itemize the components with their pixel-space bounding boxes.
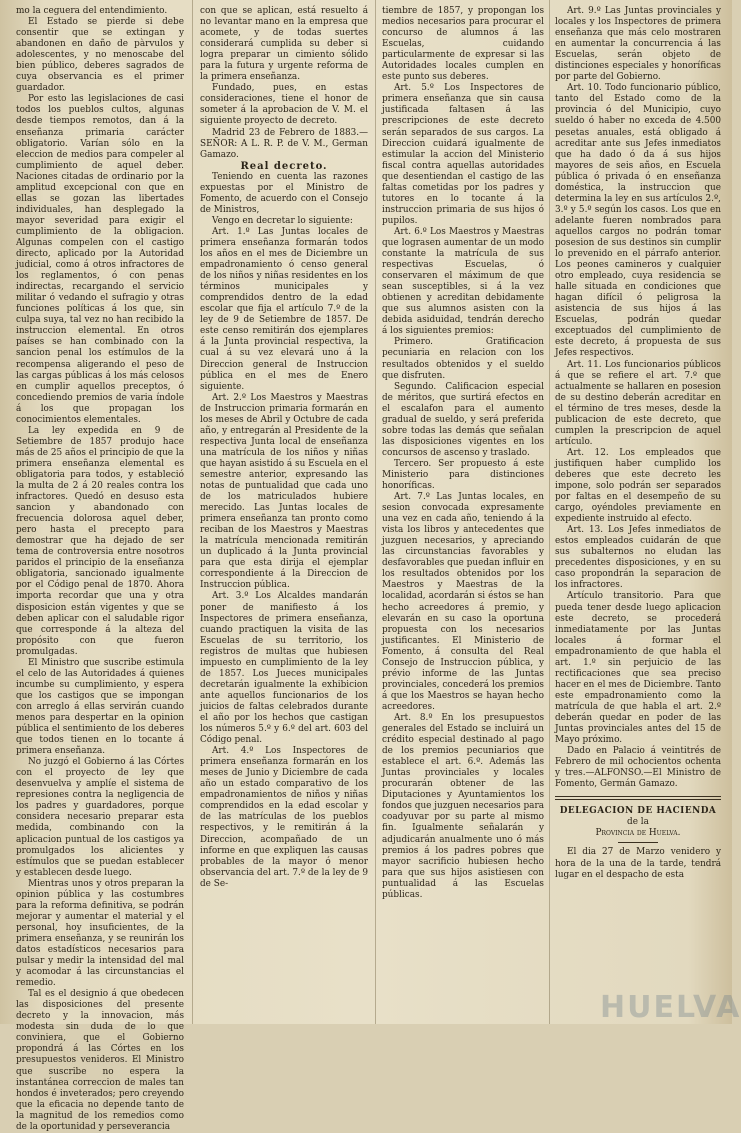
column-2 [200, 6, 368, 1020]
paragraph: Tercero. Ser propuesto á este Ministerio para distinciones honoríficas. [382, 458, 544, 492]
article-paragraph: Art. 6.º Los Maestros y Maestras que lograsen aumentar de un modo constante la matrícula de sus respectivas Escuelas, ó conservaren el máximum de que sean susceptibles, si á la vez obtienen y acreditan debidamente que sus alumnos asisten con la debida asiduidad, tendrán derecho á los siguientes premios: [382, 226, 544, 337]
paragraph: El Ministro que suscribe estimula el celo de las Autoridades á quienes incumbe su cumplimiento, y espera que los castigos que se impongan con arreglo á ellas servirán cuando menos para despertar en la opinion pública el sentimiento de los deberes que todos tienen en lo tocante á primera enseñanza. [16, 657, 184, 757]
section-divider [555, 796, 721, 800]
paragraph: La ley expedida en 9 de Setiembre de 1857 produjo hace más de 25 años el principio de que la primera enseñanza elemental es obligatoria para todos, y estableció la multa de 2 á 20 reales contra los infractores. Quedó en desuso esta sancion y abandonado con frecuencia dolorosa aquel deber, pero hasta el precepto para demostrar que ha dejado de ser tema de controversia entre nosotros paridos el principio de la enseñanza obligatoria, sancionado igualmente por el Código penal de 1870. Ahora importa recordar que una y otra disposicion están vigentes y que se deben aplicar con el saludable rigor que corresponde á la alteza del propósito con que fueron promulgadas. [16, 425, 184, 657]
article-paragraph: Art. 13. Los Jefes inmediatos de estos empleados cuidarán de que sus subalternos no eludan las precedentes disposiciones, y en su caso propondrán la separacion de los infractores. [555, 525, 721, 591]
section-heading: Real decreto. [240, 160, 328, 172]
article-paragraph: Art. 9.º Las Juntas provinciales y locales y los Inspectores de primera enseñanza que más celo mostraren en aumentar la concurrencia á las Escuelas, serán objeto de distinciones especiales y honoríficas por parte del Gobierno. [555, 6, 721, 83]
paragraph: Fundado, pues, en estas consideraciones, tiene el honor de someter á la aprobacion de V. M. el siguiente proyecto de decreto. [200, 83, 368, 127]
notice-subtitle: Provincia de Huelva. [595, 828, 681, 839]
column-1 [16, 6, 184, 1132]
article-paragraph: Art. 4.º Los Inspectores de primera enseñanza formarán en los meses de Junio y Diciembre de cada año un estado comparativo de los empadronamientos de niños y niñas comprendidos en la edad escolar y de las matrículas de los pueblos respectivos, y le remitirán á la Direccion, acompañado de un informe en que expliquen las causas probables de la mayor ó menor observancia del art. 7.º de la ley de 9 de Se- [200, 746, 368, 889]
paragraph: El Estado se pierde si debe consentir que se extingan y abandonen en daño de pàrvulos y adolescentes, y no menoscabe del bien público, deberes sagrados de cuya observancia es el primer guardador. [16, 17, 184, 94]
article-paragraph: Art. 2.º Los Maestros y Maestras de Instruccion primaria formarán en los meses de Abril y Octubre de cada año, y entregarán al Presidente de la respectiva Junta local de enseñanza una matrícula de los niños y niñas que hayan asistido á su Escuela en el semestre anterior, expresando las notas de puntualidad que cada uno de los matriculados hubiere merecido. Las Juntas locales de primera enseñanza tan pronto como reciban de los Maestros y Maestras la matrícula mencionada remitirán un duplicado á la Junta provincial para que esta dirija el ejemplar correspondiente á la Direccion de Instruccion pública. [200, 392, 368, 591]
paragraph: mo la ceguera del entendimiento. [16, 6, 168, 16]
notice-title: DELEGACION DE HACIENDA [559, 806, 717, 817]
column-rule [549, 0, 550, 1024]
paragraph: Primero. Gratificacion pecuniaria en relacion con los resultados obtenidos y el sueldo que disfruten. [382, 337, 544, 381]
article-paragraph: Artículo transitorio. Para que pueda tener desde luego aplicacion este decreto, se procederá inmediatamente por las Juntas locales á formar el empadronamiento de que habla el art. 1.º sin perjuicio de las rectificaciones que sea preciso hacer en el mes de Diciembre. Tanto este empadronamiento como la matrícula de que habla el art. 2.º deberán quedar en poder de las Juntas provinciales antes del 15 de Mayo próximo. [555, 591, 721, 746]
article-paragraph: Art. 8.º En los presupuestos generales del Estado se incluirá un crédito especial destinado al pago de los premios pecuniarios que establece el art. 6.º. Además las Juntas provinciales y locales procurarán obtener de las Diputaciones y Ayuntamientos los fondos que juzguen necesarios para coadyuvar por su parte al mismo fin. Igualmente señalarán y adjudicarán anualmente uno ó más premios á los padres pobres que mayor sacrificio hubiesen hecho para que sus hijos asistiesen con puntualidad á las Escuelas públicas. [382, 713, 544, 900]
notice-text: El dia 27 de Marzo venidero y hora de la una de la tarde, tendrá lugar en el despacho de esta [555, 847, 721, 880]
paragraph: Mientras unos y otros preparan la opinion pública y las costumbres para la reforma definitiva, se podrán mejorar y aumentar el material y el personal, hoy insuficientes, de la primera enseñanza, y se reunirán los datos estadísticos necesarios para pulsar y medir la intensidad del mal y acomodar á las circunstancias el remedio. [16, 878, 184, 989]
column-rule [375, 0, 376, 1024]
paragraph: Por esto las legislaciones de casi todos los pueblos cultos, algunas desde tiempos remotos, dan á la enseñanza primaria carácter obligatorio. Varían sólo en la eleccion de medios para compeler al cumplimiento de aquel deber. Naciones citadas de ordinario por la amplitud excepcional con que en ellas se gozan las libertades individuales, han desplegado la mayor severidad para exigir el cumplimiento de la obligacion. Algunas compelen con el castigo directo, aplicado por la Autoridad judicial, como á otros infractores de los reglamentos, ó con penas indirectas, recargando el servicio militar ó vedando el sufragio y otras funciones políticas á los que, sin culpa suya, tal vez no han recibido la instruccion elemental. En otros países se han combinado con la sancion penal los estímulos de la recompensa aligerando el peso de las cargas públicas á los más celosos en cumplir aquellos preceptos, ó concediendo premios de varia índole á los que propagan los conocimientos elementales. [16, 94, 184, 425]
paragraph: No juzgó el Gobierno á las Córtes con el proyecto de ley que desenvuelva y amplíe el sistema de represiones contra la negligencia de los padres y guardadores, porque considera necesario preparar esta medida, combinando con la aplicacion puntual de los castigos ya promulgados los alicientes y estímulos que se puedan establecer y establecen desde luego. [16, 757, 184, 878]
article-paragraph: Art. 11. Los funcionarios públicos á que se refiere el art. 7.º que actualmente se hallaren en posesion de su destino deberán acreditar en el término de tres meses, desde la publicacion de este decreto, que cumplen la prescripcion de aquel artículo. [555, 359, 721, 447]
article-paragraph: Art. 1.º Las Juntas locales de primera enseñanza formarán todos los años en el mes de Diciembre un empadronamiento ó censo general de los niños y niñas residentes en los términos municipales y comprendidos dentro de la edad escolar que fija el artículo 7.º de la ley de 9 de Setiembre de 1857. De este censo remitirán dos ejemplares á la Junta provincial respectiva, la cual á su vez elevará uno á la Direccion general de Instruccion pública en el mes de Enero siguiente. [200, 226, 368, 392]
column-3 [382, 6, 544, 1020]
paragraph: Vengo en decretar lo siguiente: [212, 215, 353, 226]
notice-subtitle: de la [627, 817, 649, 828]
paragraph: Segundo. Calificacion especial de méritos, que surtirá efectos en el escalafon para el aumento gradual de sueldo, y será preferida sobre todas las demás que señalan las disposiciones vigentes en los concursos de ascenso y traslado. [382, 381, 544, 458]
column-rule [192, 0, 193, 1024]
column-4 [555, 6, 721, 1020]
signature-paragraph: Dado en Palacio á veintitrés de Febrero de mil ochocientos ochenta y tres.—ALFONSO.—El Ministro de Fomento, Germán Gamazo. [555, 746, 721, 790]
dateline: Madrid 23 de Febrero de 1883.— SEÑOR: A L. R. P. de V. M., German Gamazo. [200, 127, 368, 160]
article-paragraph: Art. 7.º Las Juntas locales, en sesion convocada expresamente una vez en cada año, teniendo á la vista los libros y antecedentes que juzguen necesarios, y apreciando las circunstancias favorables y desfavorables que puedan influir en los resultados obtenidos por los Maestros y Maestras de la localidad, acordarán si éstos se han hecho acreedores á premio, y elevarán en su caso la oportuna propuesta con los necesarios justificantes. El Ministerio de Fomento, á consulta del Real Consejo de Instruccion pública, y prévio informe de las Juntas provinciales, concederá los premios á que los Maestros se hayan hecho acreedores. [382, 492, 544, 712]
article-paragraph: Art. 10. Todo funcionario público, tanto del Estado como de la provincia ó del Municipio, cuyo sueldo ó haber no exceda de 4.500 pesetas anuales, está obligado á acreditar ante sus Jefes inmediatos que ha dado ó da á sus hijos mayores de seis años, en Escuela pública ó privada ó en enseñanza doméstica, la instruccion que determina la ley en sus artículos 2.º, 3.º y 5.º según los casos. Los que en adelante fueren nombrados para aquellos cargos no podrán tomar posesion de sus destinos sin cumplir lo prevenido en el párrafo anterior. Los peones camineros y cualquier otro empleado, cuya residencia se halle situada en condiciones que hagan difícil ó peligrosa la asistencia de sus hijos á las Escuelas, podrán quedar exceptuados del cumplimiento de este decreto, á propuesta de sus Jefes respectivos. [555, 83, 721, 359]
paragraph: con que se aplican, está resuelto á no levantar mano en la empresa que acomete, y de todas suertes considerará cumplida su deber si logra preparar un cimiento sólido para la futura y urgente reforma de la primera enseñanza. [200, 6, 368, 83]
paragraph: tiembre de 1857, y propongan los medios necesarios para procurar el concurso de alumnos á las Escuelas, cuidando particularmente de expresar si las Autoridades locales cumplen en este punto sus deberes. [382, 6, 544, 83]
paragraph: Teniendo en cuenta las razones expuestas por el Ministro de Fomento, de acuerdo con el Consejo de Ministros, [200, 171, 368, 215]
watermark: HUELVA [600, 990, 741, 1025]
divider [618, 842, 658, 843]
article-paragraph: Art. 5.º Los Inspectores de primera enseñanza que sin causa justificada faltasen á las prescripciones de este decreto serán separados de sus cargos. La Direccion cuidará igualmente de estimular la accion del Ministerio fiscal contra aquellas autoridades que desentiendan el castigo de las faltas cometidas por los padres y tutores en lo tocante á la instruccion primaria de sus hijos ó pupilos. [382, 83, 544, 226]
article-paragraph: Art. 12. Los empleados que justifiquen haber cumplido los deberes que este decreto les impone, solo podrán ser separados por faltas en el desempeño de su cargo, oyéndoles previamente en expediente instruido al efecto. [555, 447, 721, 525]
article-paragraph: Art. 3.º Los Alcaldes mandarán poner de manifiesto á los Inspectores de primera enseñanza, cuando practiquen la visita de las Escuelas de su territorio, los registros de multas que hubiesen impuesto en cumplimiento de la ley de 1857. Los Jueces municipales decretarán igualmente la exhibicion ante aquellos funcionarios de los juicios de faltas celebrados durante el año por los hechos que castigan los números 5.º y 6.º del art. 603 del Código penal. [200, 591, 368, 746]
paragraph: Tal es el designio á que obedecen las disposiciones del presente decreto y la innovacion, más modesta sin duda de lo que conviniera, que el Gobierno propondrá á las Córtes en los presupuestos venideros. El Ministro que suscribe no espera la instantánea correccion de males tan hondos é inveterados; pero creyendo que la eficacia no depende tanto de la magnitud de los remedios como de la oportunidad y perseverancia [16, 989, 184, 1132]
